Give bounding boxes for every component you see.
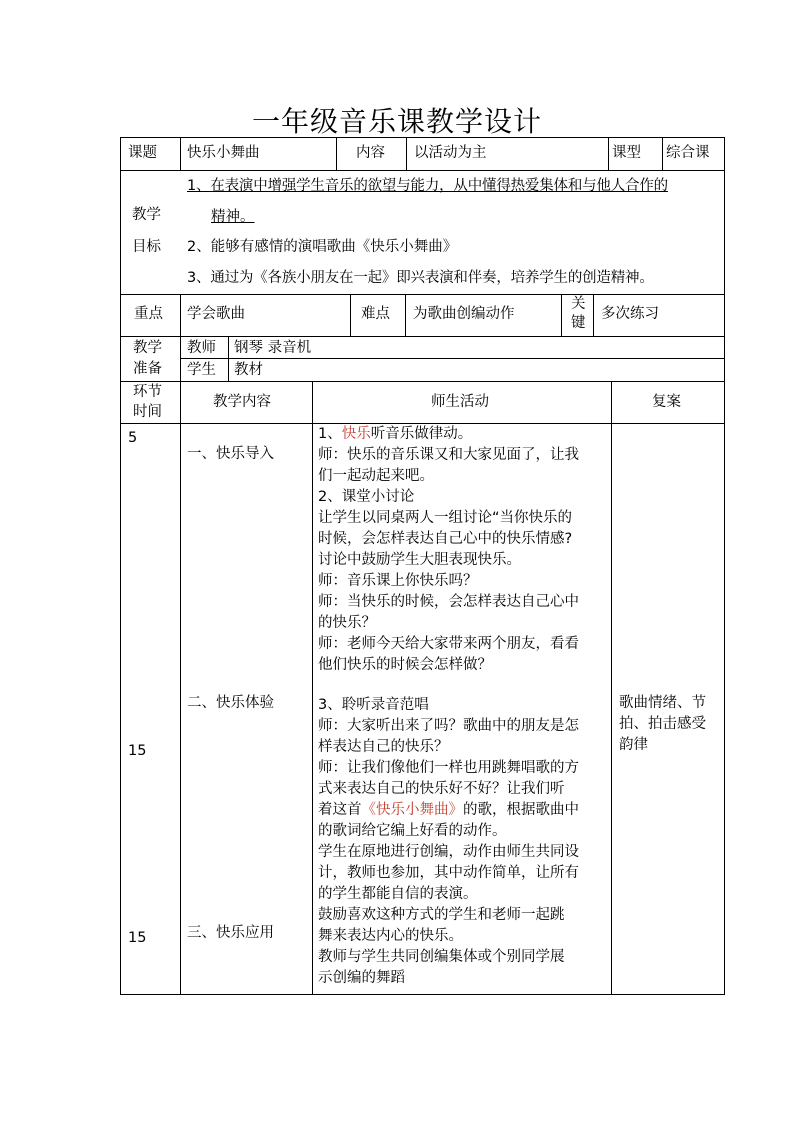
key-value: 学会歌曲 [187, 306, 245, 322]
time-3: 15 [128, 930, 147, 946]
activity-line-20: 学生在原地进行创编，动作由师生共同设 [318, 844, 579, 860]
teacher-value: 钢琴 录音机 [234, 340, 312, 356]
activity-line-9: 师：当快乐的时候，会怎样表达自己心中 [318, 594, 579, 610]
activity-line-10: 的快乐？ [318, 615, 376, 631]
lesson-plan-table [120, 137, 725, 995]
time-2: 15 [128, 743, 147, 759]
activity-line-23: 鼓励喜欢这种方式的学生和老师一起跳 [318, 907, 565, 923]
student-label: 学生 [187, 362, 216, 378]
key-label: 重点 [134, 306, 163, 322]
activity-line-5: 让学生以同桌两人一组讨论“当你快乐的 [318, 510, 573, 526]
activity-line-15: 样表达自己的快乐？ [318, 739, 449, 755]
activity-line-16: 师：让我们像他们一样也用跳舞唱歌的方 [318, 760, 579, 776]
goal-2: 2、能够有感情的演唱歌曲《快乐小舞曲》 [187, 239, 458, 255]
col-time-2: 时间 [133, 404, 162, 420]
hard-value: 为歌曲创编动作 [413, 306, 515, 322]
col-time-1: 环节 [133, 384, 162, 400]
goals-label-2: 目标 [132, 239, 161, 255]
type-label: 课型 [612, 145, 641, 161]
prep-label-1: 教学 [133, 340, 162, 356]
activity-line-6: 时候，会怎样表达自己心中的快乐情感? [318, 531, 573, 547]
activity-line-7: 讨论中鼓励学生大胆表现快乐。 [318, 552, 521, 568]
type-value: 综合课 [666, 145, 710, 161]
review-line-3: 韵律 [619, 737, 648, 753]
topic-label: 课题 [128, 145, 157, 161]
activity-line-24: 舞来表达内心的快乐。 [318, 928, 463, 944]
page-title: 一年级音乐课教学设计 [251, 105, 542, 138]
activity-line-8: 师：音乐课上你快乐吗？ [318, 573, 478, 589]
activity-line-11: 师：老师今天给大家带来两个朋友，看看 [318, 636, 579, 652]
content-label: 内容 [356, 145, 385, 161]
section-1: 一、快乐导入 [187, 446, 274, 462]
content-value: 以活动为主 [414, 145, 487, 161]
time-1: 5 [128, 430, 138, 446]
goal-1-line-1: 1、在表演中增强学生音乐的欲望与能力，从中懂得热爱集体和与他人合作的 [187, 178, 668, 194]
activity-line-19: 的歌词给它编上好看的动作。 [318, 823, 507, 839]
prep-label-2: 准备 [133, 361, 162, 377]
section-3: 三、快乐应用 [187, 925, 274, 941]
activity-line-17: 式来表达自己的快乐好不好？让我们听 [318, 781, 565, 797]
section-2: 二、快乐体验 [187, 695, 274, 711]
review-line-1: 歌曲情绪、节 [619, 695, 706, 711]
crux-label-1: 关 [571, 296, 586, 312]
col-activity: 师生活动 [431, 394, 489, 410]
col-content: 教学内容 [213, 394, 271, 410]
activity-line-22: 的学生都能自信的表演。 [318, 886, 478, 902]
review-line-2: 拍、拍击感受 [619, 716, 706, 732]
activity-line-13: 3、聆听录音范唱 [318, 697, 429, 713]
goal-1-line-2: 精神。 [211, 209, 255, 225]
activity-line-25: 教师与学生共同创编集体或个别同学展 [318, 949, 565, 965]
activity-line-14: 师：大家听出来了吗？歌曲中的朋友是怎 [318, 718, 579, 734]
activity-line-18: 着这首《快乐小舞曲》的歌，根据歌曲中 [318, 802, 579, 818]
teacher-label: 教师 [187, 340, 216, 356]
goal-3: 3、通过为《各族小朋友在一起》即兴表演和伴奏，培养学生的创造精神。 [187, 270, 654, 286]
col-review: 复案 [652, 394, 681, 410]
activity-line-1: 1、快乐听音乐做律动。 [318, 426, 473, 442]
topic-value: 快乐小舞曲 [187, 145, 260, 161]
student-value: 教材 [234, 362, 263, 378]
crux-value: 多次练习 [601, 306, 659, 322]
hard-label: 难点 [361, 306, 390, 322]
activity-line-12: 他们快乐的时候会怎样做？ [318, 657, 492, 673]
activity-line-2: 师：快乐的音乐课又和大家见面了，让我 [318, 447, 579, 463]
activity-line-21: 计，教师也参加，其中动作简单，让所有 [318, 865, 579, 881]
crux-label-2: 键 [571, 315, 586, 331]
goals-label-1: 教学 [132, 207, 161, 223]
activity-line-26: 示创编的舞蹈 [318, 970, 405, 986]
activity-line-4: 2、课堂小讨论 [318, 489, 415, 505]
activity-line-3: 们一起动起来吧。 [318, 468, 434, 484]
